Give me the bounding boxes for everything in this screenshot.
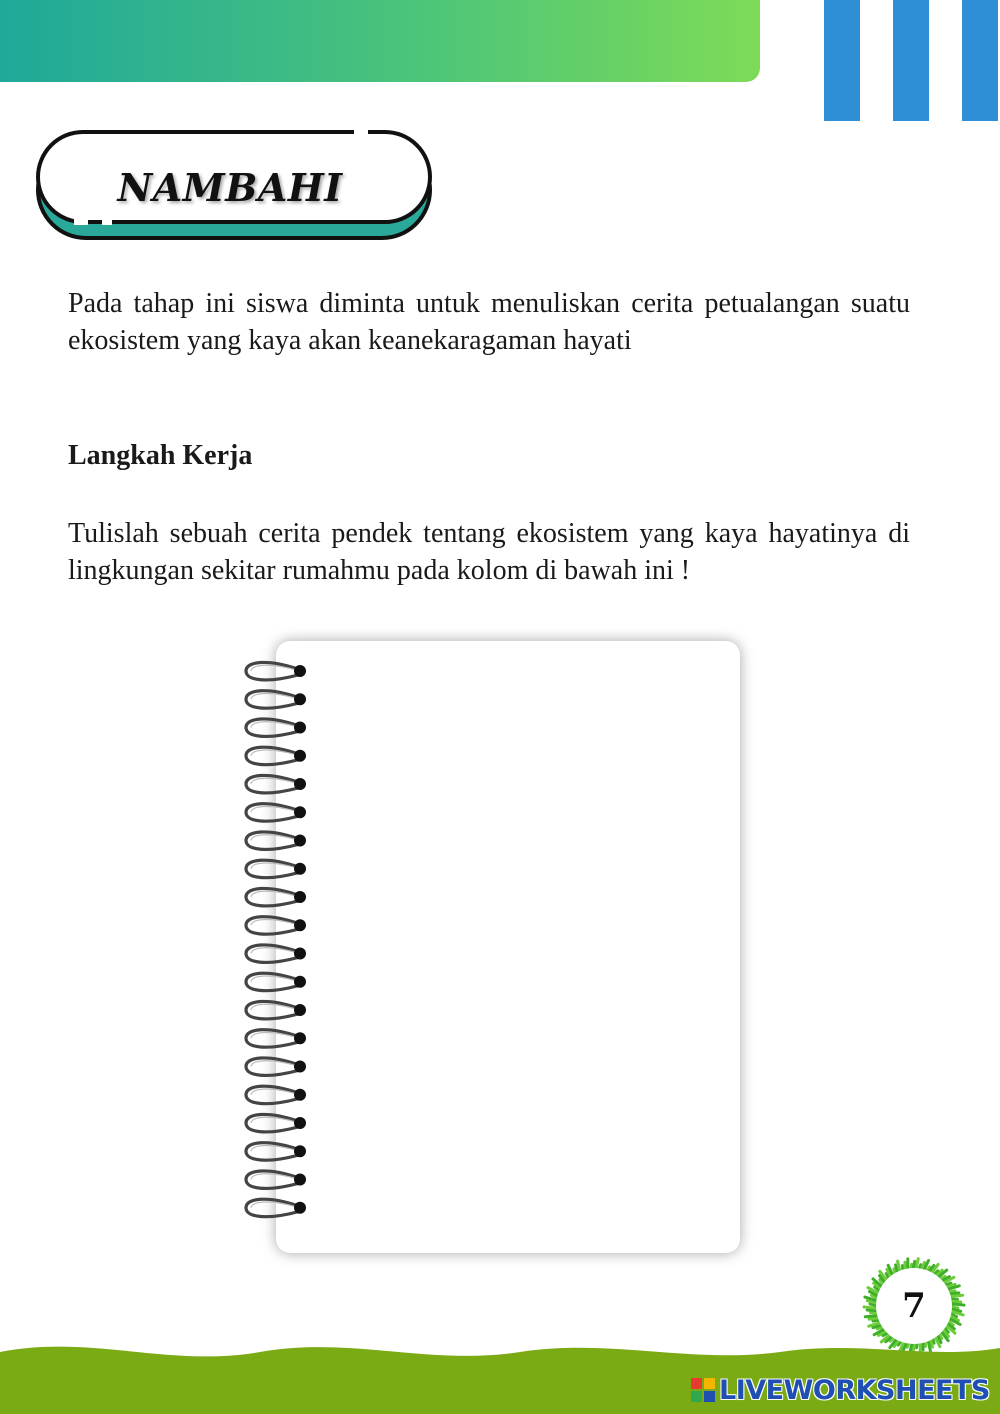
page-number: 7 xyxy=(902,1286,926,1326)
spiral-ring xyxy=(246,973,306,991)
header-stripes xyxy=(824,0,1000,121)
brand-name: LIVEWORKSHEETS xyxy=(719,1374,990,1406)
spiral-ring xyxy=(246,832,306,850)
intro-paragraph: Pada tahap ini siswa diminta untuk menuliskan cerita petualangan suatu ekosistem yang kaya akan keanekaragaman hayati xyxy=(68,288,910,356)
spiral-ring xyxy=(246,1114,306,1132)
spiral-ring xyxy=(246,719,306,737)
spiral-ring xyxy=(246,888,306,906)
spiral-ring xyxy=(246,945,306,963)
section-title-pill xyxy=(34,128,434,242)
spiral-ring xyxy=(246,860,306,878)
spiral-ring xyxy=(246,1058,306,1076)
header-band xyxy=(0,0,760,82)
spiral-ring xyxy=(246,1171,306,1189)
spiral-ring xyxy=(246,1001,306,1019)
stripe xyxy=(893,0,929,121)
liveworksheets-brand[interactable] xyxy=(690,1374,990,1406)
instruction-paragraph: Tulislah sebuah cerita pendek tentang ekosistem yang kaya hayatinya di lingkungan sekitar rumahmu pada kolom di bawah ini ! xyxy=(68,518,910,586)
stripe xyxy=(962,0,998,121)
page-title: NAMBAHI xyxy=(117,165,343,210)
spiral-ring xyxy=(246,662,306,680)
steps-heading: Langkah Kerja xyxy=(68,440,253,471)
spiral-notebook-icon xyxy=(238,655,318,1235)
answer-notebook[interactable] xyxy=(276,641,740,1253)
liveworksheets-logo-icon xyxy=(690,1377,716,1403)
spiral-ring xyxy=(246,917,306,935)
spiral-ring xyxy=(246,1143,306,1161)
spiral-ring xyxy=(246,747,306,765)
spiral-ring xyxy=(246,775,306,793)
spiral-ring xyxy=(246,1030,306,1048)
spiral-ring xyxy=(246,691,306,709)
spiral-ring xyxy=(246,1199,306,1217)
spiral-ring xyxy=(246,804,306,822)
spiral-ring xyxy=(246,1086,306,1104)
stripe xyxy=(824,0,860,121)
